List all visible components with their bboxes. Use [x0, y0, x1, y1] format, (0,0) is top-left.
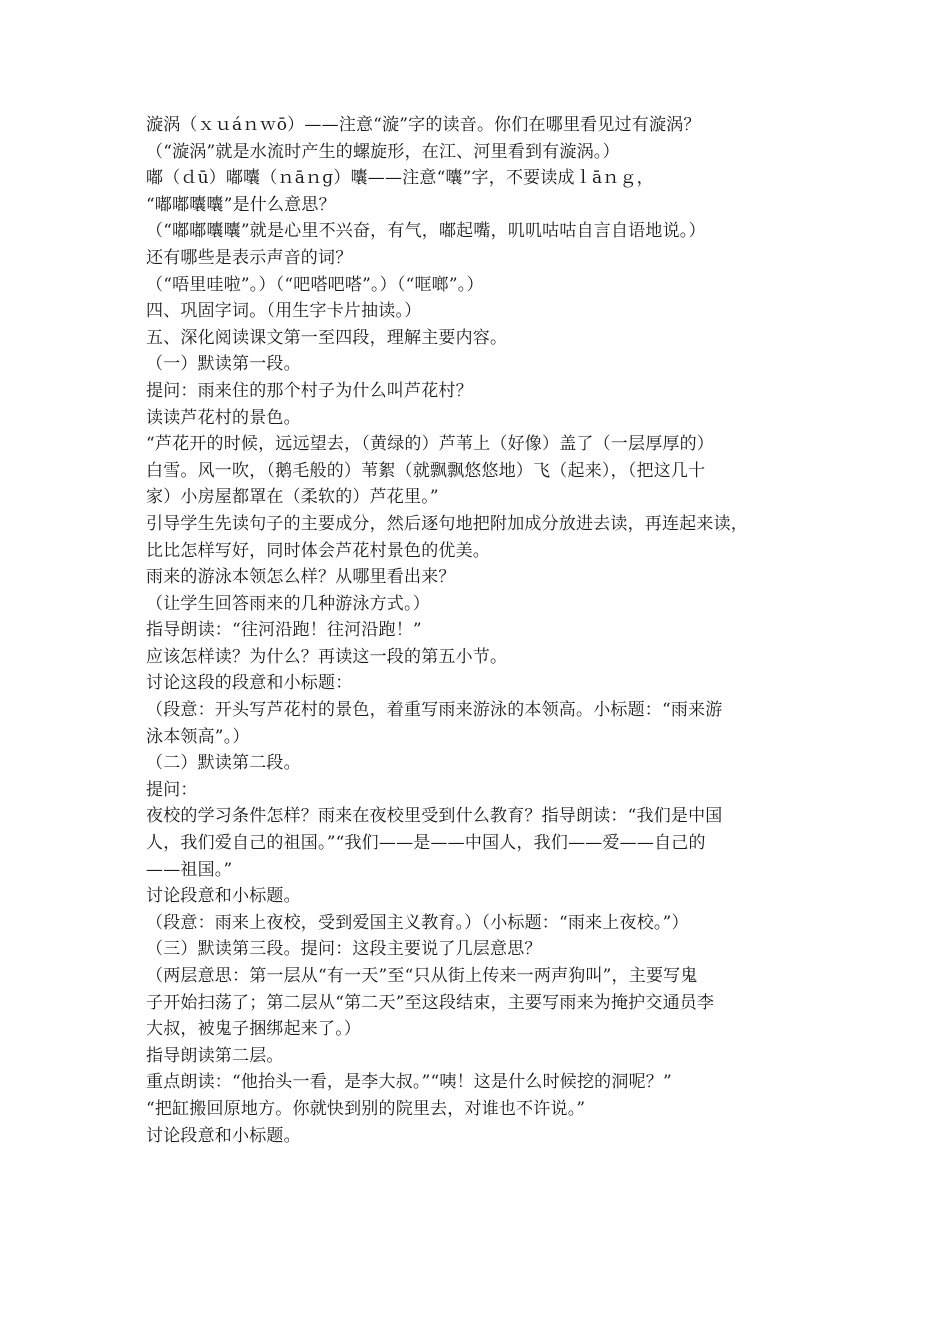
text-line: 大叔，被鬼子捆绑起来了。） [146, 1019, 362, 1040]
subsection-heading: （二）默读第二段。 [146, 753, 301, 774]
text-line: 指导朗读：“往河沿跑！往河沿跑！” [146, 620, 422, 641]
text-line: 重点朗读：“他抬头一看，是李大叔。”“咦！这是什么时候挖的洞呢？” [146, 1072, 672, 1093]
text-line: 讨论段意和小标题。 [146, 1125, 301, 1146]
text-line: 提问：雨来住的那个村子为什么叫芦花村？ [146, 380, 473, 401]
text-line: 人，我们爱自己的祖国。”“我们——是——中国人，我们——爱——自己的 [146, 833, 706, 854]
text-line: 子开始扫荡了；第二层从“第二天”至这段结束，主要写雨来为掩护交通员李 [146, 992, 715, 1013]
text-line: （“唔里哇啦”。）（“吧嗒吧嗒”。）（“哐啷”。） [146, 274, 484, 295]
subsection-heading: （三）默读第三段。提问：这段主要说了几层意思？ [146, 939, 542, 960]
text-line: （两层意思：第一层从“有一天”至“只从街上传来一两声狗叫”，主要写鬼 [146, 966, 698, 986]
text-line: 夜校的学习条件怎样？雨来在夜校里受到什么教育？指导朗读：“我们是中国 [146, 806, 723, 827]
text-line: “芦花开的时候，远远望去，（黄绿的）芦苇上（好像）盖了（一层厚厚的） [146, 434, 714, 455]
text-line: 读读芦花村的景色。 [146, 407, 301, 428]
text-line: 泳本领高”。） [146, 726, 250, 747]
text-line: 雨来的游泳本领怎么样？从哪里看出来？ [146, 567, 456, 588]
text-line: 讨论段意和小标题。 [146, 886, 301, 907]
text-line: “嘟嘟囔囔”是什么意思？ [146, 194, 336, 215]
text-line: 比比怎样写好，同时体会芦花村景色的优美。 [146, 540, 490, 561]
text-line: （“嘟嘟囔囔”就是心里不兴奋，有气，嘟起嘴，叽叽咕咕自言自语地说。） [146, 221, 706, 242]
text-line: 白雪。风一吹，（鹅毛般的）苇絮（就飘飘悠悠地）飞（起来），（把这几十 [146, 460, 706, 481]
text-line: 讨论这段的段意和小标题： [146, 673, 353, 694]
subsection-heading: （一）默读第一段。 [146, 354, 301, 375]
text-line: （让学生回答雨来的几种游泳方式。） [146, 593, 430, 614]
text-line: 提问： [146, 779, 198, 800]
section-heading: 四、巩固字词。（用生字卡片抽读。） [146, 301, 422, 322]
section-heading: 五、深化阅读课文第一至四段，理解主要内容。 [146, 327, 508, 348]
text-line: 嘟（ｄū）嘟囔（ｎāｎɡ）囔——注意“囔”字，不要读成ｌāｎｇ， [146, 168, 654, 189]
text-line: 应该怎样读？为什么？再读这一段的第五小节。 [146, 646, 508, 667]
text-line: 漩涡（ｘｕáｎｗō）——注意“漩”字的读音。你们在哪里看见过有漩涡？ [146, 115, 701, 135]
document-page [146, 112, 826, 1149]
text-line: 家）小房屋都罩在（柔软的）芦花里。” [146, 487, 439, 508]
text-line: 引导学生先读句子的主要成分，然后逐句地把附加成分放进去读，再连起来读， [146, 513, 748, 534]
text-line: 还有哪些是表示声音的词？ [146, 247, 353, 268]
text-line: （段意：雨来上夜校，受到爱国主义教育。）（小标题：“雨来上夜校。”） [146, 912, 689, 933]
text-line: （“漩涡”就是水流时产生的螺旋形，在江、河里看到有漩涡。） [146, 141, 620, 162]
text-line: ——祖国。” [146, 859, 233, 880]
text-line: “把缸搬回原地方。你就快到别的院里去，对谁也不许说。” [146, 1098, 586, 1119]
text-line: （段意：开头写芦花村的景色，着重写雨来游泳的本领高。小标题：“雨来游 [146, 700, 723, 721]
text-line: 指导朗读第二层。 [146, 1045, 284, 1066]
